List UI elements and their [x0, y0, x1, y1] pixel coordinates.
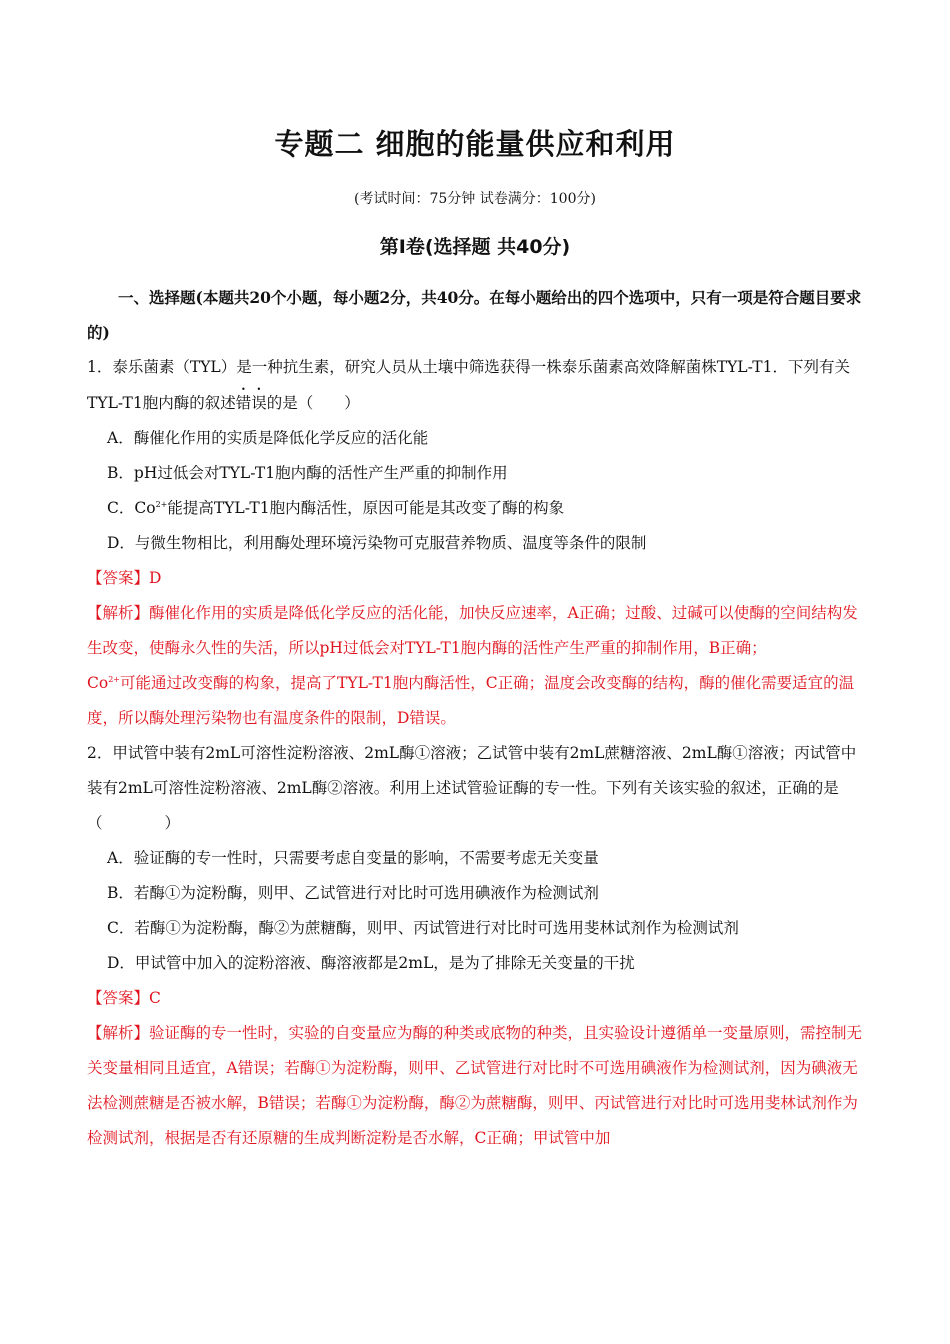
analysis-text-rest: 可能通过改变酶的构象，提高了TYL-T1胞内酶活性，C正确；温度会改变酶的结构，酶的催化需要适宜的温度，所以酶处理污染物也有温度条件的限制，D错误。 [87, 674, 855, 727]
question-1-stem-end: 的是（ ） [266, 394, 360, 412]
question-1-option-d: D．与微生物相比，利用酶处理环境污染物可克服营养物质、温度等条件的限制 [107, 534, 647, 552]
question-2-option-a: A．验证酶的专一性时，只需要考虑自变量的影响，不需要考虑无关变量 [107, 849, 599, 867]
document-title: 专题二 细胞的能量供应和利用 [274, 127, 676, 161]
question-2-stem: 2．甲试管中装有2mL可溶性淀粉溶液、2mL酶①溶液；乙试管中装有2mL蔗糖溶液、2mL酶①溶液；丙试管中装有2mL可溶性淀粉溶液、2mL酶②溶液。利用上述试管验证酶的专一性。下列有关该实验的叙述，正确的是（ ） [87, 744, 857, 832]
question-1-option-a: A．酶催化作用的实质是降低化学反应的活化能 [107, 429, 429, 447]
question-1-stem [87, 350, 865, 421]
question-1-analysis [87, 596, 865, 666]
analysis-text: 验证酶的专一性时，实验的自变量应为酶的种类或底物的种类，且实验设计遵循单一变量原则，需控制无关变量相同且适宜，A错误；若酶①为淀粉酶，则甲、乙试管进行对比时不可选用碘液作为检测试剂，因为碘液无法检测蔗糖是否被水解，B错误；若酶①为淀粉酶，酶②为蔗糖酶，则甲、丙试管进行对比时可选用斐林试剂作为检测试剂，根据是否有还原糖的生成判断淀粉是否水解，C正确；甲试管中加 [87, 1024, 863, 1147]
question-2-option-c: C．若酶①为淀粉酶，酶②为蔗糖酶，则甲、丙试管进行对比时可选用斐林试剂作为检测试剂 [107, 919, 739, 937]
document-body [87, 280, 865, 1156]
question-2-option-d: D．甲试管中加入的淀粉溶液、酶溶液都是2mL，是为了排除无关变量的干扰 [107, 954, 635, 972]
section-instructions: 一、选择题(本题共20个小题，每小题2分，共40分。在每小题给出的四个选项中，只有一项是符合题目要求的) [87, 288, 862, 342]
emphasized-word: 错误 [235, 394, 267, 412]
analysis-label: 【解析】 [87, 1024, 150, 1042]
exam-info: (考试时间：75分钟 试卷满分：100分) [354, 191, 596, 207]
option-c-text: C．Co [107, 499, 156, 517]
section-title: 第Ⅰ卷(选择题 共40分) [379, 236, 571, 258]
question-2-analysis [87, 1016, 865, 1156]
option-c-text-rest: 能提高TYL-T1胞内酶活性，原因可能是其改变了酶的构象 [167, 499, 565, 517]
question-2 [87, 736, 865, 1156]
question-1-option-c [87, 491, 865, 526]
question-1-answer: 【答案】D [87, 569, 162, 587]
ion-charge: 2+ [155, 500, 168, 509]
question-1 [87, 350, 865, 736]
analysis-text: Co [87, 674, 109, 692]
analysis-label: 【解析】 [87, 604, 150, 622]
question-1-option-b: B．pH过低会对TYL-T1胞内酶的活性产生严重的抑制作用 [107, 464, 508, 482]
ion-charge: 2+ [108, 675, 120, 684]
question-2-answer: 【答案】C [87, 989, 161, 1007]
analysis-text: 酶催化作用的实质是降低化学反应的活化能，加快反应速率，A正确；过酸、过碱可以使酶的空间结构发生改变，使酶永久性的失活，所以pH过低会对TYL-T1胞内酶的活性产生严重的抑制作用，B正确； [87, 604, 858, 657]
question-1-stem-text: 1．泰乐菌素（TYL）是一种抗生素，研究人员从土壤中筛选获得一株泰乐菌素高效降解菌株TYL-T1．下列有关TYL-T1胞内酶的叙述 [87, 358, 850, 412]
question-2-option-b: B．若酶①为淀粉酶，则甲、乙试管进行对比时可选用碘液作为检测试剂 [107, 884, 599, 902]
question-1-analysis-cont [87, 666, 865, 736]
